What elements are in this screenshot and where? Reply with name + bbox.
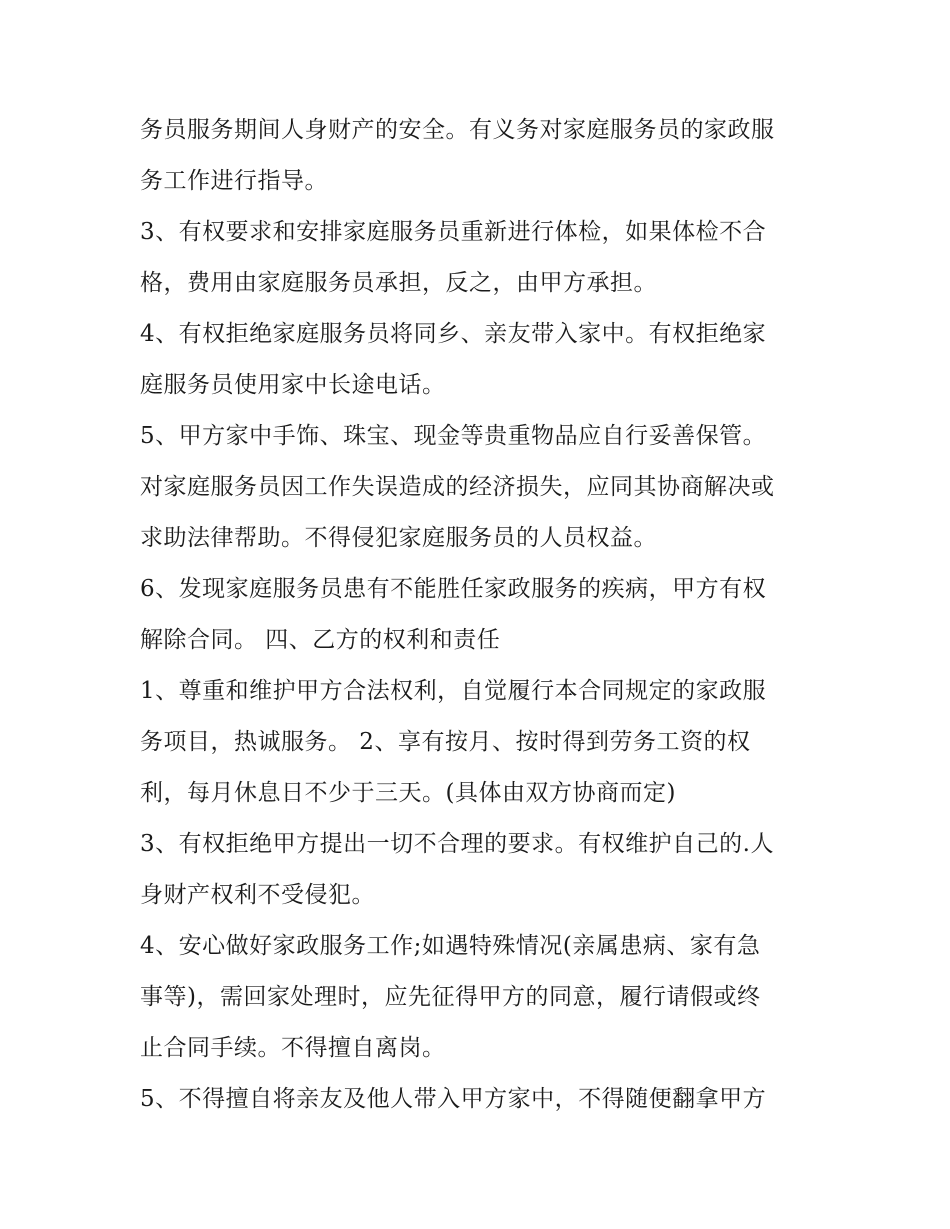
text-line: 事等)，需回家处理时，应先征得甲方的同意，履行请假或终 — [140, 984, 761, 1010]
text-line: 5、不得擅自将亲友及他人带入甲方家中，不得随便翻拿甲方 — [140, 1086, 767, 1112]
text-line: 务项目，热诚服务。 2、享有按月、按时得到劳务工资的权 — [140, 729, 751, 755]
text-line: 止合同手续。不得擅自离岗。 — [140, 1035, 446, 1061]
text-line: 格，费用由家庭服务员承担，反之，由甲方承担。 — [140, 270, 657, 296]
text-line: 利，每月休息日不少于三天。(具体由双方协商而定) — [140, 780, 676, 806]
text-line: 身财产权利不受侵犯。 — [140, 882, 375, 908]
text-line: 3、有权拒绝甲方提出一切不合理的要求。有权维护自己的.人 — [140, 831, 774, 857]
text-line: 务工作进行指导。 — [140, 168, 328, 194]
text-line: 1、尊重和维护甲方合法权利，自觉履行本合同规定的家政服 — [140, 678, 767, 704]
text-line: 3、有权要求和安排家庭服务员重新进行体检，如果体检不合 — [140, 219, 767, 245]
text-line: 4、有权拒绝家庭服务员将同乡、亲友带入家中。有权拒绝家 — [140, 321, 767, 347]
text-line: 解除合同。 四、乙方的权利和责任 — [140, 627, 501, 653]
text-line: 4、安心做好家政服务工作;如遇特殊情况(亲属患病、家有急 — [140, 933, 761, 959]
text-line: 求助法律帮助。不得侵犯家庭服务员的人员权益。 — [140, 525, 657, 551]
text-line: 对家庭服务员因工作失误造成的经济损失，应同其协商解决或 — [140, 474, 775, 500]
text-line: 务员服务期间人身财产的安全。有义务对家庭服务员的家政服 — [140, 117, 775, 143]
text-line: 6、发现家庭服务员患有不能胜任家政服务的疾病，甲方有权 — [140, 576, 767, 602]
text-line: 庭服务员使用家中长途电话。 — [140, 372, 446, 398]
text-line: 5、甲方家中手饰、珠宝、现金等贵重物品应自行妥善保管。 — [140, 423, 767, 449]
